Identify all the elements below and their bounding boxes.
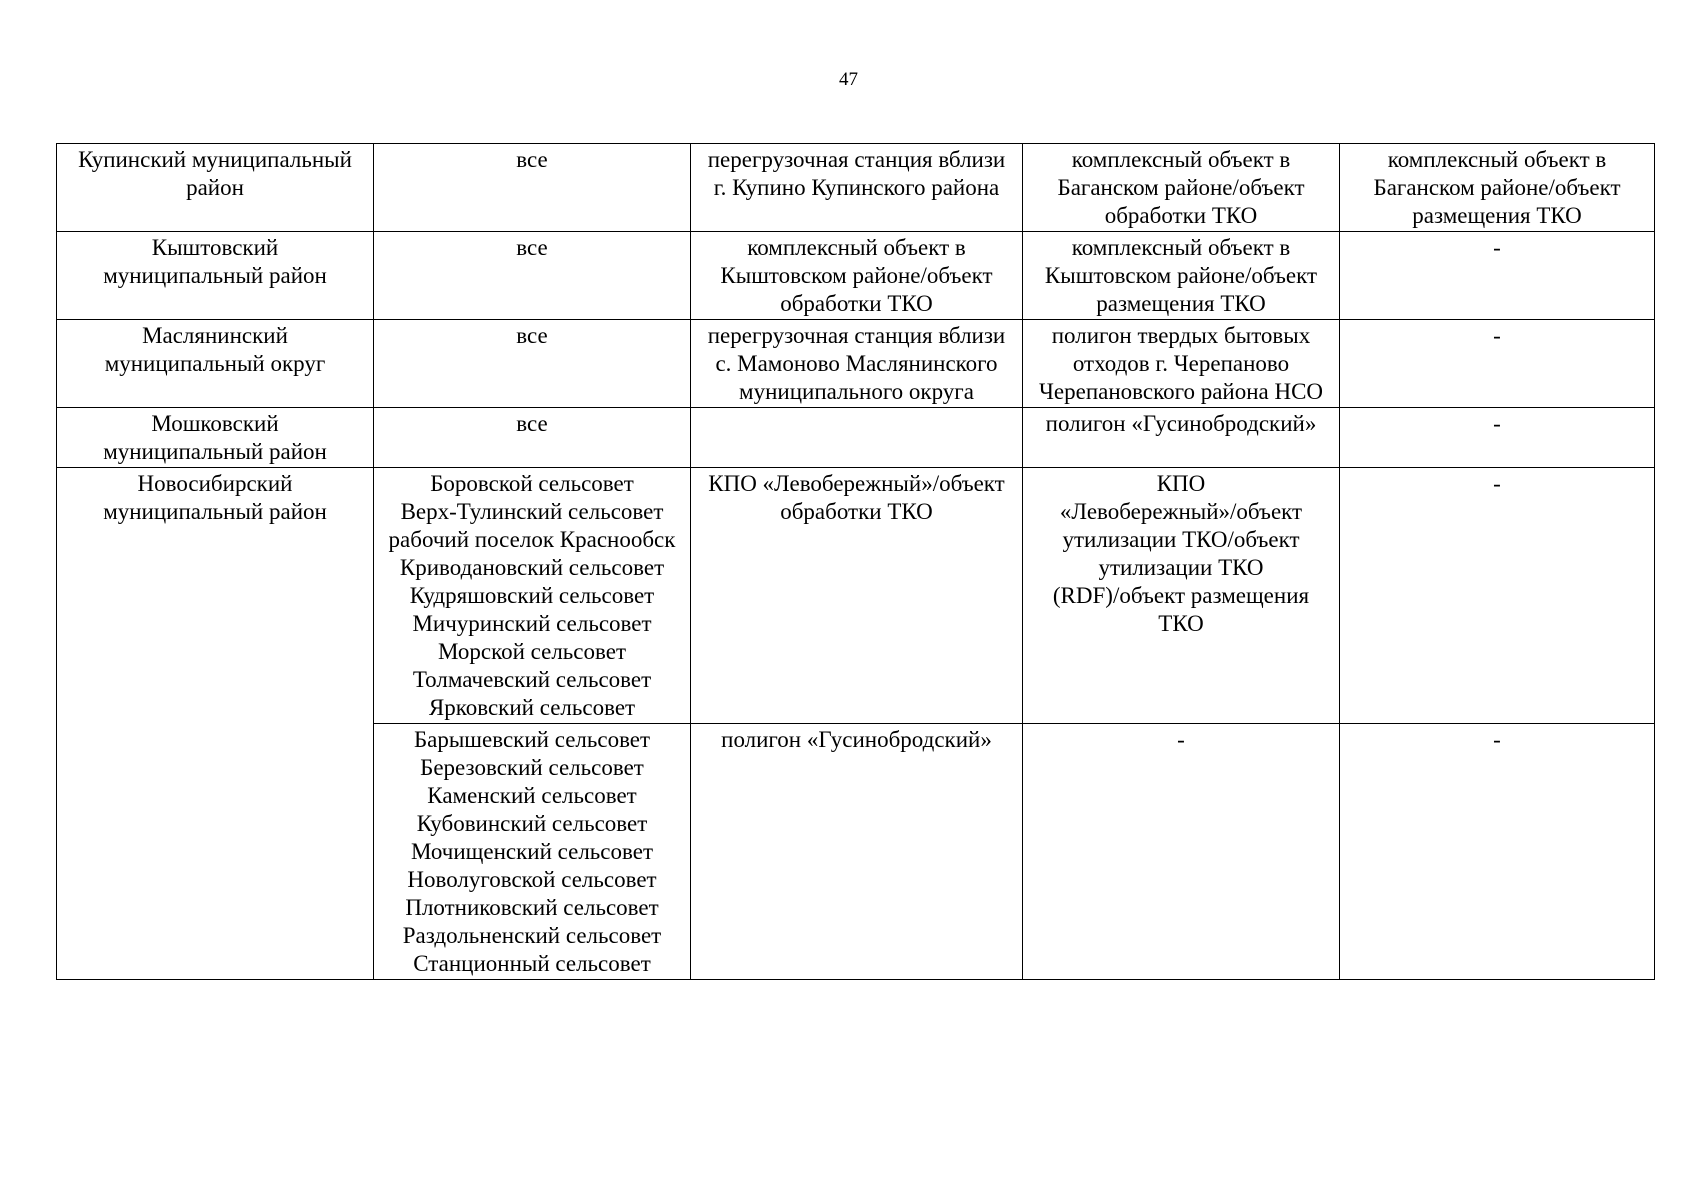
table-row: [57, 144, 1655, 232]
cell-text-line: обработки ТКО: [780, 291, 933, 316]
cell-text-line: муниципального округа: [739, 379, 974, 404]
cell-text-line: обработки ТКО: [780, 499, 933, 524]
settlements-cell: [374, 144, 691, 232]
cell-text-line: утилизации ТКО: [1098, 555, 1264, 580]
primary-facility-cell: [691, 724, 1023, 980]
table-row: [57, 408, 1655, 468]
cell-text-line: район: [186, 175, 244, 200]
primary-facility-cell: [691, 468, 1023, 724]
primary-facility-cell: [691, 144, 1023, 232]
tertiary-facility-cell: [1340, 724, 1655, 980]
district-cell: [57, 320, 374, 408]
cell-text-line: Новолуговской сельсовет: [407, 867, 657, 892]
table-row: [57, 468, 1655, 724]
secondary-facility-cell: [1023, 724, 1340, 980]
cell-text-line: -: [1493, 411, 1501, 436]
cell-text-line: Морской сельсовет: [437, 639, 626, 664]
secondary-facility-cell: [1023, 232, 1340, 320]
cell-text-line: утилизации ТКО/объект: [1062, 527, 1300, 552]
cell-text-line: Барышевский сельсовет: [413, 727, 651, 752]
secondary-facility-cell: [1023, 144, 1340, 232]
tertiary-facility-cell: [1340, 320, 1655, 408]
cell-text-line: Березовский сельсовет: [420, 755, 644, 780]
cell-text-line: -: [1493, 323, 1501, 348]
district-cell: [57, 408, 374, 468]
tertiary-facility-cell: [1340, 468, 1655, 724]
cell-text-line: полигон «Гусинобродский»: [721, 727, 992, 752]
cell-text-line: -: [1493, 727, 1501, 752]
cell-text-line: полигон «Гусинобродский»: [1045, 411, 1317, 436]
primary-facility-cell: [691, 232, 1023, 320]
cell-text-line: Криводановский сельсовет: [399, 555, 665, 580]
cell-text-line: Новосибирский: [137, 471, 293, 496]
district-cell: [57, 144, 374, 232]
settlements-cell: [374, 724, 691, 980]
cell-text-line: Боровской сельсовет: [430, 471, 634, 496]
cell-text-line: -: [1493, 471, 1501, 496]
cell-text-line: «Левобережный»/объект: [1059, 499, 1303, 524]
cell-text-line: размещения ТКО: [1412, 203, 1582, 228]
cell-text-line: все: [516, 323, 548, 348]
cell-text-line: Баганском районе/объект: [1057, 175, 1305, 200]
table-body: [57, 144, 1655, 980]
cell-text-line: Кыштовский: [151, 235, 279, 260]
cell-text-line: перегрузочная станция вблизи: [707, 147, 1006, 172]
cell-text-line: Плотниковский сельсовет: [405, 895, 659, 920]
cell-text-line: Раздольненский сельсовет: [402, 923, 662, 948]
cell-text-line: Черепановского района НСО: [1038, 379, 1324, 404]
cell-text-line: муниципальный район: [103, 263, 327, 288]
table-row: [57, 320, 1655, 408]
tertiary-facility-cell: [1340, 232, 1655, 320]
district-cell: [57, 468, 374, 980]
settlements-cell: [374, 468, 691, 724]
tertiary-facility-cell: [1340, 408, 1655, 468]
settlements-cell: [374, 232, 691, 320]
cell-text-line: КПО: [1156, 471, 1206, 496]
cell-text-line: обработки ТКО: [1104, 203, 1258, 228]
cell-text-line: (RDF)/объект размещения: [1052, 583, 1310, 608]
cell-text-line: все: [516, 235, 548, 260]
cell-text-line: Кыштовском районе/объект: [720, 263, 993, 288]
secondary-facility-cell: [1023, 320, 1340, 408]
cell-text-line: КПО «Левобережный»/объект: [708, 471, 1005, 496]
cell-text-line: отходов г. Черепаново: [1072, 351, 1290, 376]
cell-text-line: муниципальный район: [103, 439, 327, 464]
cell-text-line: рабочий поселок Краснообск: [388, 527, 676, 552]
cell-text-line: г. Купино Купинского района: [713, 175, 1000, 200]
cell-text-line: Станционный сельсовет: [413, 951, 651, 976]
primary-facility-cell: [691, 320, 1023, 408]
cell-text-line: -: [1177, 727, 1185, 752]
cell-text-line: комплексный объект в: [747, 235, 966, 260]
secondary-facility-cell: [1023, 408, 1340, 468]
cell-text-line: Мичуринский сельсовет: [412, 611, 652, 636]
cell-text-line: перегрузочная станция вблизи: [707, 323, 1006, 348]
cell-text-line: Баганском районе/объект: [1373, 175, 1621, 200]
secondary-facility-cell: [1023, 468, 1340, 724]
cell-text-line: муниципальный район: [103, 499, 327, 524]
cell-text-line: Толмачевский сельсовет: [412, 667, 652, 692]
cell-text-line: Кудряшовский сельсовет: [409, 583, 655, 608]
waste-routing-table: [56, 143, 1655, 980]
cell-text-line: комплексный объект в: [1387, 147, 1607, 172]
cell-text-line: -: [1493, 235, 1501, 260]
primary-facility-cell: [691, 408, 1023, 468]
table-row: [57, 232, 1655, 320]
cell-text-line: все: [516, 147, 548, 172]
cell-text-line: ТКО: [1158, 611, 1204, 636]
cell-text-line: Кубовинский сельсовет: [416, 811, 648, 836]
settlements-cell: [374, 408, 691, 468]
tertiary-facility-cell: [1340, 144, 1655, 232]
cell-text-line: полигон твердых бытовых: [1051, 323, 1311, 348]
cell-text-line: комплексный объект в: [1071, 147, 1291, 172]
cell-text-line: размещения ТКО: [1096, 291, 1266, 316]
cell-text-line: Ярковский сельсовет: [428, 695, 636, 720]
cell-text-line: Купинский муниципальный: [78, 147, 352, 172]
cell-text-line: комплексный объект в: [1071, 235, 1291, 260]
cell-text-line: с. Мамоново Маслянинского: [715, 351, 998, 376]
cell-text-line: все: [516, 411, 548, 436]
cell-text-line: Кыштовском районе/объект: [1044, 263, 1318, 288]
cell-text-line: Маслянинский: [142, 323, 288, 348]
page-number: 47: [839, 69, 858, 90]
cell-text-line: муниципальный округ: [104, 351, 326, 376]
cell-text-line: Верх-Тулинский сельсовет: [400, 499, 664, 524]
settlements-cell: [374, 320, 691, 408]
cell-text-line: Мошковский: [151, 411, 279, 436]
cell-text-line: Каменский сельсовет: [427, 783, 637, 808]
district-cell: [57, 232, 374, 320]
cell-text-line: Мочищенский сельсовет: [411, 839, 653, 864]
